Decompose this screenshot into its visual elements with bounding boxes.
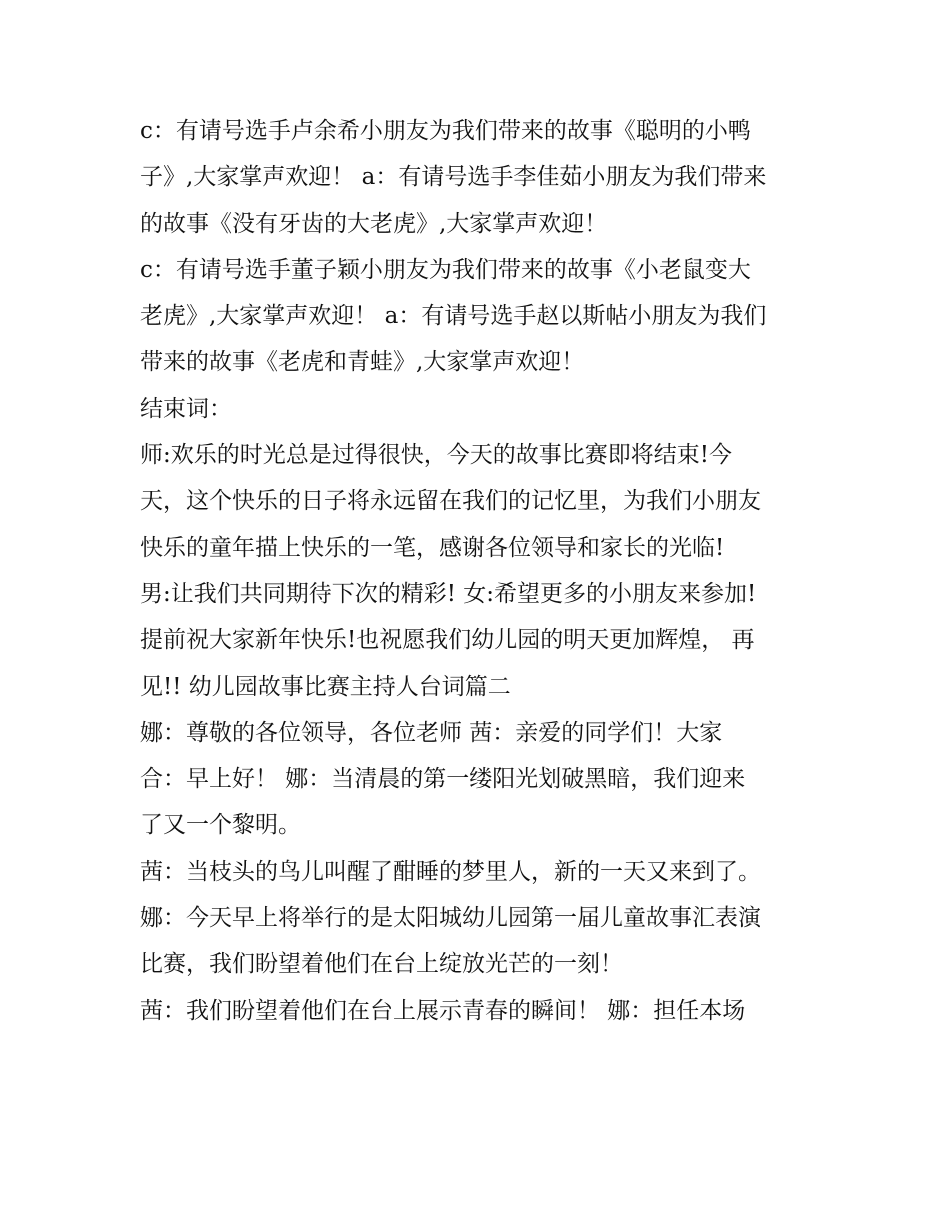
text-line: 了又一个黎明。 (140, 812, 301, 839)
text-line: 比赛，我们盼望着他们在台上绽放光芒的一刻！ (140, 951, 623, 978)
text-line: c：有请号选手董子颖小朋友为我们带来的故事《小老鼠变大 (140, 256, 751, 283)
text-line: 娜：尊敬的各位领导，各位老师 茜：亲爱的同学们！大家 (140, 719, 723, 746)
text-line: 的故事《没有牙齿的大老虎》,大家掌声欢迎！ (140, 210, 608, 237)
text-line: 子》,大家掌声欢迎！ a：有请号选手李佳茹小朋友为我们带来 (140, 164, 767, 191)
text-line: 天，这个快乐的日子将永远留在我们的记忆里，为我们小朋友 (140, 488, 761, 515)
text-line: 快乐的童年描上快乐的一笔，感谢各位领导和家长的光临! (140, 534, 725, 561)
text-line: 合：早上好！ 娜：当清晨的第一缕阳光划破黑暗，我们迎来 (140, 766, 746, 793)
text-line: 茜：我们盼望着他们在台上展示青春的瞬间！ 娜：担任本场 (140, 997, 746, 1024)
text-line: 茜：当枝头的鸟儿叫醒了酣睡的梦里人，新的一天又来到了。 (140, 858, 761, 885)
document-body (140, 108, 820, 1034)
section-heading: 结束词： (140, 395, 232, 422)
text-line: 老虎》,大家掌声欢迎！ a：有请号选手赵以斯帖小朋友为我们 (140, 303, 767, 330)
text-line: 提前祝大家新年快乐!也祝愿我们幼儿园的明天更加辉煌， 再 (140, 627, 755, 654)
text-line: 男:让我们共同期待下次的精彩! 女:希望更多的小朋友来参加! (140, 580, 757, 607)
text-line: 见!! 幼儿园故事比赛主持人台词篇二 (140, 673, 511, 700)
text-line: 带来的故事《老虎和青蛙》,大家掌声欢迎！ (140, 349, 585, 376)
text-line: 师:欢乐的时光总是过得很快，今天的故事比赛即将结束!今 (140, 442, 732, 469)
text-line: 娜：今天早上将举行的是太阳城幼儿园第一届儿童故事汇表演 (140, 905, 761, 932)
text-line: c：有请号选手卢余希小朋友为我们带来的故事《聪明的小鸭 (140, 118, 751, 144)
